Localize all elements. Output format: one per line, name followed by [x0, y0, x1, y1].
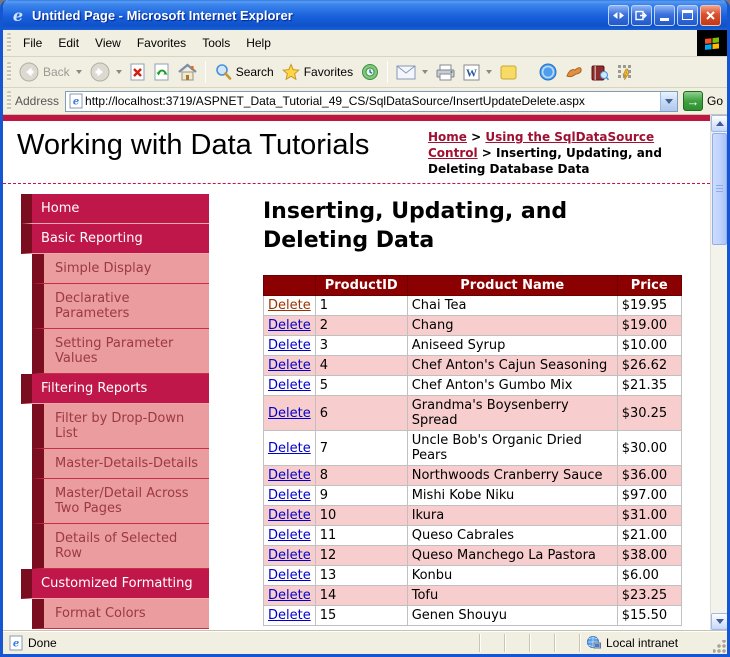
menu-item-help[interactable]: Help — [246, 36, 271, 50]
history-icon — [361, 63, 379, 81]
product-name-cell: Aniseed Syrup — [407, 336, 617, 356]
sidebar-item[interactable]: Details of Selected Row — [32, 524, 209, 569]
search-label: Search — [235, 65, 274, 79]
home-icon — [178, 63, 197, 81]
edit-dropdown-icon — [486, 70, 492, 74]
product-id-cell: 1 — [315, 296, 407, 316]
ie-logo-icon: e — [12, 5, 24, 25]
table-row — [264, 396, 682, 431]
price-cell: $19.95 — [617, 296, 681, 316]
breadcrumb-separator: > — [466, 130, 486, 144]
action-cell — [264, 506, 316, 526]
product-id-cell: 14 — [315, 586, 407, 606]
sidebar-nav — [21, 194, 209, 629]
product-name-cell: Chef Anton's Cajun Seasoning — [407, 356, 617, 376]
toolbar-separator — [205, 61, 206, 83]
product-id-cell: 13 — [315, 566, 407, 586]
table-row — [264, 526, 682, 546]
action-cell — [264, 466, 316, 486]
product-name-cell: Ikura — [407, 506, 617, 526]
menu-item-file[interactable]: File — [23, 36, 43, 50]
product-name-cell: Queso Cabrales — [407, 526, 617, 546]
maximize-icon — [682, 10, 693, 20]
price-cell: $19.00 — [617, 316, 681, 336]
stop-button[interactable] — [126, 61, 150, 83]
delete-link[interactable]: Delete — [268, 318, 311, 334]
messenger-icon — [539, 63, 557, 81]
product-name-cell: Chang — [407, 316, 617, 336]
status-pane — [504, 634, 529, 652]
product-id-cell: 6 — [315, 396, 407, 431]
price-cell: $36.00 — [617, 466, 681, 486]
product-id-cell: 4 — [315, 356, 407, 376]
product-id-cell: 15 — [315, 606, 407, 626]
price-cell: $26.62 — [617, 356, 681, 376]
delete-link[interactable]: Delete — [268, 508, 311, 524]
menu-item-favorites[interactable]: Favorites — [136, 36, 187, 50]
action-cell — [264, 431, 316, 466]
forward-button[interactable] — [86, 60, 126, 84]
arrow-up-icon — [716, 121, 724, 126]
page-title: Inserting, Updating, and Deleting Data — [263, 199, 568, 253]
sidebar-item[interactable]: Basic Reporting — [21, 224, 209, 254]
edit-word-button[interactable] — [459, 62, 496, 83]
encarta-button[interactable] — [587, 62, 613, 83]
delete-link[interactable]: Delete — [268, 378, 311, 394]
table-row — [264, 486, 682, 506]
address-field-wrap — [65, 91, 678, 112]
column-header: ProductID — [315, 276, 407, 296]
price-cell: $21.00 — [617, 526, 681, 546]
delete-link[interactable]: Delete — [268, 405, 311, 421]
address-input[interactable] — [83, 93, 660, 110]
price-cell: $30.00 — [617, 431, 681, 466]
print-button[interactable] — [432, 62, 459, 83]
status-pane — [554, 634, 579, 652]
menu-bar — [3, 30, 727, 57]
product-id-cell: 11 — [315, 526, 407, 546]
table-row — [264, 296, 682, 316]
status-pane — [529, 634, 554, 652]
scroll-down-button[interactable] — [711, 613, 727, 630]
product-name-cell: Northwoods Cranberry Sauce — [407, 466, 617, 486]
product-name-cell: Genen Shouyu — [407, 606, 617, 626]
history-button[interactable] — [357, 61, 383, 83]
status-pane — [479, 634, 504, 652]
action-cell — [264, 376, 316, 396]
close-icon — [705, 10, 716, 21]
action-cell — [264, 526, 316, 546]
product-id-cell: 9 — [315, 486, 407, 506]
search-button[interactable] — [210, 61, 278, 83]
status-left-pane — [3, 635, 479, 651]
price-cell: $6.00 — [617, 566, 681, 586]
table-row — [264, 316, 682, 336]
product-name-cell: Mishi Kobe Niku — [407, 486, 617, 506]
arrows-button[interactable] — [608, 5, 629, 26]
breadcrumb-link[interactable]: Using the SqlDataSource Control — [428, 130, 655, 160]
table-row — [264, 431, 682, 466]
research-button[interactable] — [561, 62, 587, 82]
back-label: Back — [43, 65, 70, 79]
svg-text:W: W — [466, 67, 478, 79]
product-id-cell: 3 — [315, 336, 407, 356]
product-id-cell: 10 — [315, 506, 407, 526]
table-row — [264, 566, 682, 586]
sidebar-item[interactable]: Setting Parameter Values — [32, 329, 209, 374]
product-id-cell: 7 — [315, 431, 407, 466]
back-dropdown-icon — [76, 70, 82, 74]
scrollbar-thumb[interactable] — [712, 133, 727, 245]
price-cell: $10.00 — [617, 336, 681, 356]
home-button[interactable] — [174, 61, 201, 83]
action-cell — [264, 486, 316, 506]
price-cell: $30.25 — [617, 396, 681, 431]
menu-item-edit[interactable]: Edit — [58, 36, 80, 50]
mail-button[interactable] — [392, 63, 432, 82]
action-cell — [264, 586, 316, 606]
action-cell — [264, 396, 316, 431]
action-cell — [264, 296, 316, 316]
table-row — [264, 356, 682, 376]
product-name-cell: Chef Anton's Gumbo Mix — [407, 376, 617, 396]
go-label: Go — [706, 94, 723, 108]
close-button[interactable] — [700, 5, 721, 26]
column-header — [264, 276, 316, 296]
page-viewport — [3, 115, 727, 630]
svg-text:e: e — [72, 96, 80, 108]
menu-bar-items — [15, 32, 279, 54]
word-icon — [463, 64, 480, 81]
product-name-cell: Chai Tea — [407, 296, 617, 316]
title-bar — [3, 0, 727, 30]
sidebar-item[interactable]: Customized Formatting — [21, 569, 209, 599]
product-id-cell: 8 — [315, 466, 407, 486]
price-cell: $23.25 — [617, 586, 681, 606]
breadcrumb — [428, 129, 700, 177]
quick-links-button[interactable] — [613, 62, 638, 83]
left-right-arrows-icon — [613, 11, 624, 20]
sidebar-item[interactable]: Home — [21, 194, 209, 224]
delete-link[interactable]: Delete — [268, 298, 311, 314]
svg-text:e: e — [12, 638, 20, 649]
table-row — [264, 506, 682, 526]
delete-link[interactable]: Delete — [268, 358, 311, 374]
toolbar-grip-2[interactable] — [7, 62, 11, 82]
delete-link[interactable]: Delete — [268, 608, 311, 624]
column-header: Product Name — [407, 276, 617, 296]
favorites-star-icon — [282, 63, 300, 81]
delete-link[interactable]: Delete — [268, 488, 311, 504]
security-zone-pane — [579, 634, 727, 652]
price-cell: $38.00 — [617, 546, 681, 566]
page-body — [3, 184, 710, 629]
popout-button[interactable] — [631, 5, 652, 26]
delete-link[interactable]: Delete — [268, 548, 311, 564]
status-text: Done — [28, 635, 57, 650]
arrow-down-icon — [716, 619, 724, 624]
search-icon — [214, 63, 232, 81]
minimize-button[interactable] — [654, 5, 675, 26]
address-grip[interactable] — [7, 91, 11, 111]
column-header: Price — [617, 276, 681, 296]
action-cell — [264, 316, 316, 336]
price-cell: $21.35 — [617, 376, 681, 396]
window-title: Untitled Page - Microsoft Internet Explorer — [32, 7, 293, 23]
address-dropdown-button[interactable] — [660, 92, 677, 111]
toolbar-separator — [387, 61, 388, 83]
sidebar-item[interactable]: Filter by Drop-Down List — [32, 404, 209, 449]
sidebar-item[interactable]: Declarative Parameters — [32, 284, 209, 329]
vertical-scrollbar[interactable] — [710, 115, 727, 630]
delete-link[interactable]: Delete — [268, 468, 311, 484]
toolbar-grip[interactable] — [7, 33, 11, 53]
sidebar-item[interactable]: Master-Details-Details — [32, 449, 209, 479]
product-id-cell: 12 — [315, 546, 407, 566]
minimize-icon — [660, 18, 669, 21]
resize-grip[interactable] — [713, 640, 726, 653]
delete-link[interactable]: Delete — [268, 528, 311, 544]
back-icon — [19, 62, 39, 82]
table-row — [264, 546, 682, 566]
popout-icon — [635, 10, 648, 21]
action-cell — [264, 356, 316, 376]
price-cell: $31.00 — [617, 506, 681, 526]
sidebar-item[interactable]: Filtering Reports — [21, 374, 209, 404]
breadcrumb-current: Inserting, Updating, and Deleting Database Data — [428, 146, 662, 176]
menu-item-tools[interactable]: Tools — [202, 36, 231, 50]
address-bar — [3, 88, 727, 115]
delete-link[interactable]: Delete — [268, 588, 311, 604]
favorites-label: Favorites — [303, 65, 354, 79]
product-name-cell: Queso Manchego La Pastora — [407, 546, 617, 566]
product-id-cell: 2 — [315, 316, 407, 336]
products-table-header-row — [264, 276, 682, 296]
security-zone-label: Local intranet — [606, 635, 679, 650]
product-id-cell: 5 — [315, 376, 407, 396]
main-content — [263, 194, 710, 629]
address-label: Address — [15, 94, 60, 108]
research-icon — [565, 64, 583, 80]
forward-icon — [90, 62, 110, 82]
stop-icon — [130, 63, 146, 81]
grid-bolt-icon — [617, 64, 634, 81]
price-cell: $15.50 — [617, 606, 681, 626]
mail-icon — [396, 65, 416, 80]
page-ie-icon — [69, 93, 83, 109]
delete-link[interactable]: Delete — [268, 338, 311, 354]
table-row — [264, 586, 682, 606]
refresh-icon — [154, 63, 170, 81]
products-table — [263, 275, 682, 626]
action-cell — [264, 546, 316, 566]
table-row — [264, 606, 682, 626]
price-cell: $97.00 — [617, 486, 681, 506]
discuss-note-icon — [500, 65, 517, 80]
delete-link[interactable]: Delete — [268, 440, 311, 456]
menu-item-view[interactable]: View — [95, 36, 121, 50]
sidebar-item[interactable]: Master/Detail Across Two Pages — [32, 479, 209, 524]
product-name-cell: Konbu — [407, 566, 617, 586]
print-icon — [436, 64, 455, 81]
sidebar-item[interactable]: Format Colors — [32, 599, 209, 629]
product-name-cell: Grandma's Boysenberry Spread — [407, 396, 617, 431]
product-name-cell: Uncle Bob's Organic Dried Pears — [407, 431, 617, 466]
product-name-cell: Tofu — [407, 586, 617, 606]
discuss-button[interactable] — [496, 63, 521, 82]
page-header — [3, 121, 710, 184]
book-search-icon — [591, 64, 609, 81]
favorites-button[interactable] — [278, 61, 357, 83]
breadcrumb-link[interactable]: Home — [428, 130, 467, 144]
go-button[interactable]: → — [683, 91, 703, 111]
maximize-button[interactable] — [677, 5, 698, 26]
local-intranet-icon — [586, 636, 601, 650]
table-row — [264, 336, 682, 356]
back-button[interactable] — [15, 60, 86, 84]
site-title: Working with Data Tutorials — [17, 129, 370, 161]
chevron-down-icon — [665, 99, 673, 104]
action-cell — [264, 566, 316, 586]
done-page-icon — [9, 635, 23, 651]
delete-link[interactable]: Delete — [268, 568, 311, 584]
browser-toolbar — [3, 57, 727, 88]
forward-dropdown-icon — [116, 70, 122, 74]
action-cell — [264, 606, 316, 626]
breadcrumb-separator: > — [477, 146, 497, 160]
table-row — [264, 376, 682, 396]
windows-logo-icon — [697, 30, 727, 56]
web-page — [3, 115, 710, 630]
action-cell — [264, 336, 316, 356]
status-bar — [3, 630, 727, 654]
messenger-button[interactable] — [535, 61, 561, 83]
sidebar-item[interactable]: Simple Display — [32, 254, 209, 284]
table-row — [264, 466, 682, 486]
products-table-body — [264, 296, 682, 626]
refresh-button[interactable] — [150, 61, 174, 83]
mail-dropdown-icon — [422, 70, 428, 74]
scroll-up-button[interactable] — [711, 115, 727, 132]
